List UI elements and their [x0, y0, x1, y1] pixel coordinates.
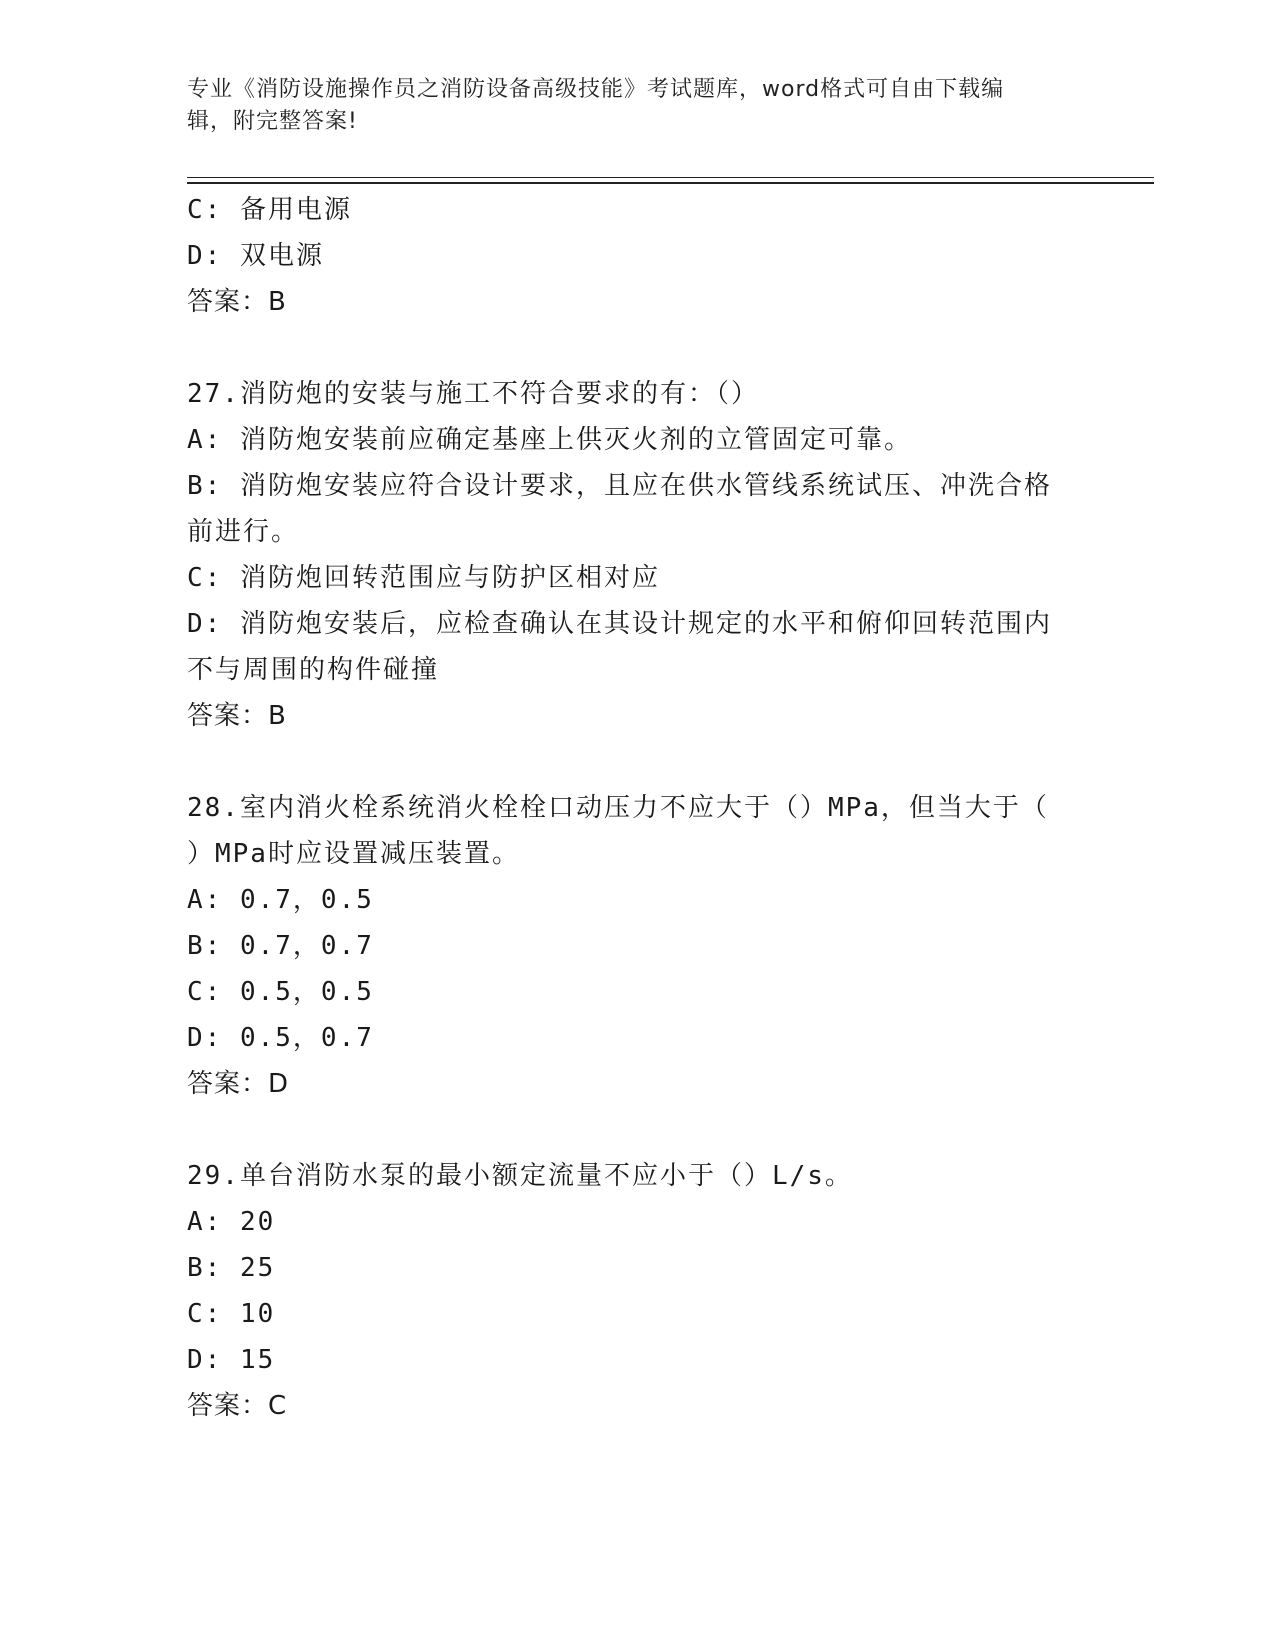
option-b-continued: 前进行。	[187, 517, 300, 547]
question-27	[187, 371, 1087, 739]
header-line-2: 辑，附完整答案!	[187, 109, 358, 134]
answer-line: 答案：C	[187, 1391, 288, 1421]
question-gap	[187, 739, 1087, 785]
option-b: B: 25	[187, 1253, 276, 1283]
question-28	[187, 785, 1087, 1107]
question-stem-continued: ）MPa时应设置减压装置。	[187, 839, 520, 869]
option-c: C: 10	[187, 1299, 276, 1329]
option-d: D: 双电源	[187, 241, 324, 271]
header-divider-thin	[187, 177, 1154, 178]
option-c: C: 备用电源	[187, 195, 352, 225]
option-b: B: 消防炮安装应符合设计要求，且应在供水管线系统试压、冲洗合格	[187, 471, 1052, 501]
answer-line: 答案：B	[187, 701, 287, 731]
option-d: D: 15	[187, 1345, 276, 1375]
option-a: A: 0.7，0.5	[187, 885, 374, 915]
option-a: A: 消防炮安装前应确定基座上供灭火剂的立管固定可靠。	[187, 425, 912, 455]
header-divider-thick	[187, 182, 1154, 184]
option-b: B: 0.7，0.7	[187, 931, 374, 961]
option-d: D: 0.5，0.7	[187, 1023, 374, 1053]
question-stem: 28.室内消火栓系统消火栓栓口动压力不应大于（）MPa，但当大于（	[187, 793, 1049, 823]
question-gap	[187, 1107, 1087, 1153]
option-c: C: 消防炮回转范围应与防护区相对应	[187, 563, 660, 593]
question-26-tail	[187, 187, 1087, 325]
option-d-continued: 不与周围的构件碰撞	[187, 655, 440, 685]
question-gap	[187, 325, 1087, 371]
answer-line: 答案：B	[187, 287, 287, 317]
question-stem: 29.单台消防水泵的最小额定流量不应小于（）L/s。	[187, 1161, 853, 1191]
document-header	[187, 74, 1067, 138]
question-stem: 27.消防炮的安装与施工不符合要求的有：（）	[187, 379, 759, 409]
header-line-1: 专业《消防设施操作员之消防设备高级技能》考试题库，word格式可自由下载编	[187, 77, 1005, 102]
option-a: A: 20	[187, 1207, 276, 1237]
question-29	[187, 1153, 1087, 1429]
option-d: D: 消防炮安装后，应检查确认在其设计规定的水平和俯仰回转范围内	[187, 609, 1052, 639]
answer-line: 答案：D	[187, 1069, 290, 1099]
option-c: C: 0.5，0.5	[187, 977, 374, 1007]
question-content	[187, 187, 1087, 1429]
